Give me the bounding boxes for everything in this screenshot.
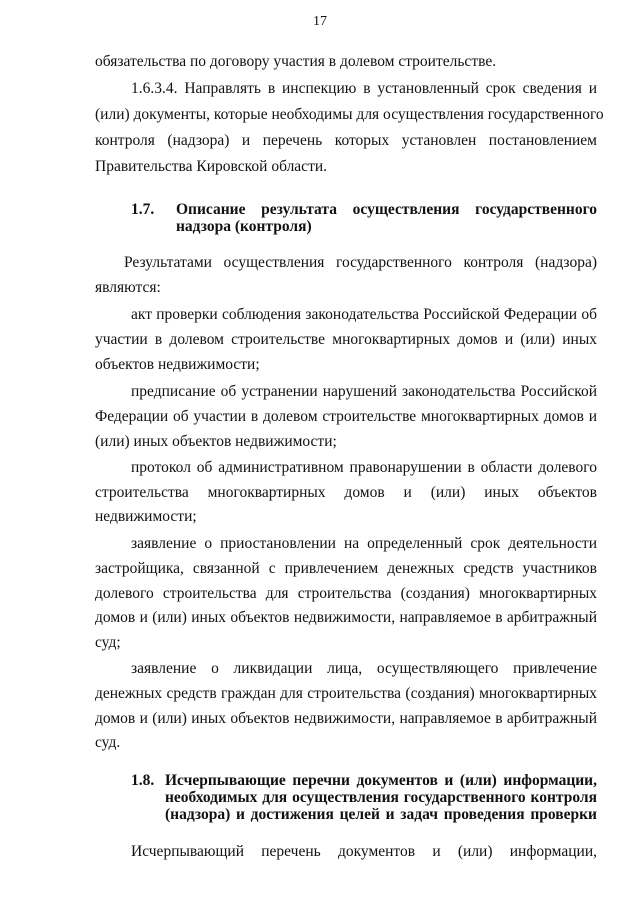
section-number: 1.7. xyxy=(131,201,155,218)
text-line: домов и (или) иных объектов недвижимости, направляемое в арбитражный xyxy=(95,710,597,727)
section-title: (надзора) и достижения целей и задач проведения проверки xyxy=(165,806,597,823)
text-line: недвижимости; xyxy=(95,508,197,525)
text-line: участии в долевом строительстве многоквартирных домов и (или) иных xyxy=(95,331,597,348)
section-number: 1.8. xyxy=(131,772,155,789)
text-line: Результатами осуществления государственного контроля (надзора) xyxy=(124,254,597,271)
text-line: суд; xyxy=(95,634,121,651)
section-title: Исчерпывающие перечни документов и (или) информации, xyxy=(165,772,597,789)
text-line: акт проверки соблюдения законодательства Российской Федерации об xyxy=(131,306,597,323)
text-line: строительства многоквартирных домов и (или) иных объектов xyxy=(95,484,597,501)
text-line: (или) документы, которые необходимы для осуществления государственного xyxy=(95,106,604,123)
text-line: Правительства Кировской области. xyxy=(95,158,328,175)
text-line: являются: xyxy=(95,279,161,296)
text-line: заявление о ликвидации лица, осуществляющего привлечение xyxy=(131,660,597,677)
text-line: обязательства по договору участия в долевом строительстве. xyxy=(95,53,497,70)
section-title: Описание результата осуществления государственного xyxy=(176,201,597,218)
text-line: протокол об административном правонарушении в области долевого xyxy=(131,459,597,476)
text-line: (или) иных объектов недвижимости; xyxy=(95,433,337,450)
text-line: заявление о приостановлении на определенный срок деятельности xyxy=(131,535,597,552)
text-line: домов и (или) иных объектов недвижимости, направляемое в арбитражный xyxy=(95,609,597,626)
text-line: денежных средств граждан для строительства (создания) многоквартирных xyxy=(95,685,597,702)
text-line: Исчерпывающий перечень документов и (или) информации, xyxy=(131,843,597,860)
text-line: долевого строительства для строительства (создания) многоквартирных xyxy=(95,585,597,602)
section-title: необходимых для осуществления государственного контроля xyxy=(165,789,597,806)
text-line: суд. xyxy=(95,734,121,751)
text-line: 1.6.3.4. Направлять в инспекцию в установленный срок сведения и xyxy=(131,80,597,97)
text-line: застройщика, связанной с привлечением денежных средств участников xyxy=(95,560,597,577)
text-line: объектов недвижимости; xyxy=(95,356,260,373)
page-number: 17 xyxy=(313,14,327,29)
text-line: контроля (надзора) и перечень которых установлен постановлением xyxy=(95,132,597,149)
section-title: надзора (контроля) xyxy=(176,218,312,235)
text-line: предписание об устранении нарушений законодательства Российской xyxy=(131,383,597,400)
text-line: Федерации об участии в долевом строительстве многоквартирных домов и xyxy=(95,408,597,425)
